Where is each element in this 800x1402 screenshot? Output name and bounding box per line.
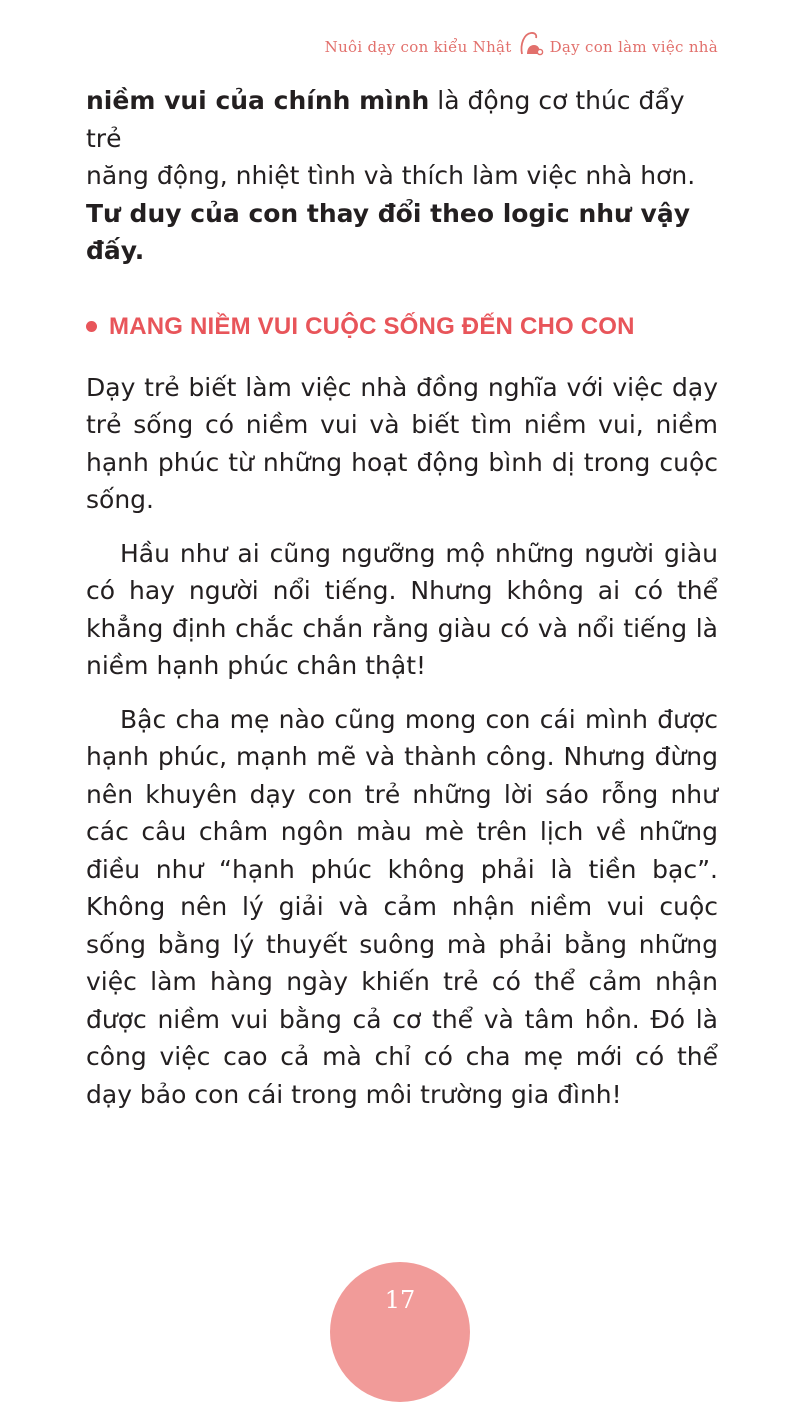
running-header [325,30,718,56]
intro-line-2: năng động, nhiệt tình và thích làm việc nhà hơn. [86,161,696,190]
intro-bold-start: niềm vui của chính mình [86,86,430,115]
intro-paragraph [86,82,718,270]
page-number-badge [330,1262,470,1402]
book-title: Nuôi dạy con kiểu Nhật [324,38,512,56]
vacuum-cleaner-icon [518,30,544,56]
section-paragraph-2: Hầu như ai cũng ngưỡng mộ những người giàu có hay người nổi tiếng. Nhưng không ai có thể khẳng định chắc chắn rằng giàu có và nổi tiếng là niềm hạnh phúc chân thật! [86,538,718,680]
page-number: 17 [384,1286,416,1314]
intro-line-1 [86,82,718,157]
bullet-icon [86,321,97,332]
chapter-title: Dạy con làm việc nhà [549,38,718,56]
intro-line-3 [86,195,718,270]
section-heading-text: MANG NIỀM VUI CUỘC SỐNG ĐẾN CHO CON [109,312,635,340]
intro-bold-conclusion: Tư duy của con thay đổi theo logic như vậy đấy. [86,198,691,265]
section-paragraph-1: Dạy trẻ biết làm việc nhà đồng nghĩa với việc dạy trẻ sống có niềm vui và biết tìm niềm vui, niềm hạnh phúc từ những hoạt động bình dị trong cuộc sống. [86,372,718,514]
page-body [86,82,718,1113]
section-paragraph-3: Bậc cha mẹ nào cũng mong con cái mình được hạnh phúc, mạnh mẽ và thành công. Nhưng đừng nên khuyên dạy con trẻ những lời sáo rỗng như các câu châm ngôn màu mè trên lịch về những điều như “hạnh phúc không phải là tiền bạc”. Không nên lý giải và cảm nhận niềm vui cuộc sống bằng lý thuyết suông mà phải bằng những việc làm hàng ngày khiến trẻ có thể cảm nhận được niềm vui bằng cả cơ thể và tâm hồn. Đó là công việc cao cả mà chỉ có cha mẹ mới có thể dạy bảo con cái trong môi trường gia đình! [86,704,718,1109]
section-heading [86,309,718,345]
intro-rest-line-1: là động cơ thúc đẩy trẻ [86,86,685,153]
